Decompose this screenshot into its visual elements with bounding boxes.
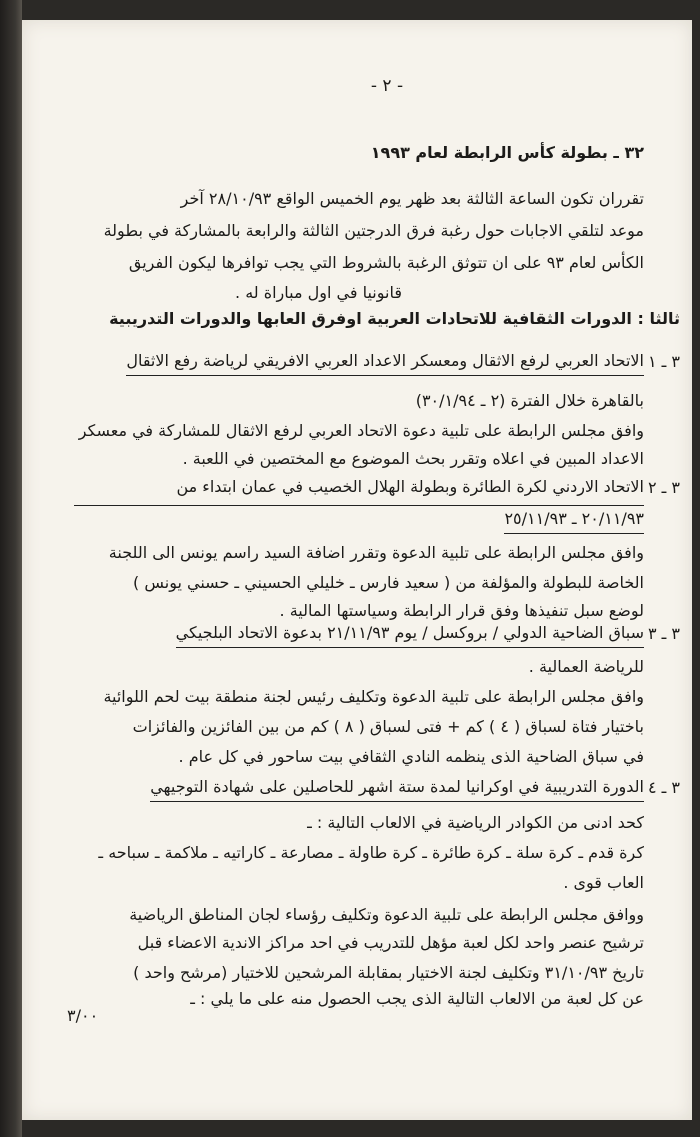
item-number: ٣ ـ ٤ xyxy=(647,778,680,797)
body-line: وافق مجلس الرابطة على تلبية دعوة الاتحاد العربي لرفع الاثقال للمشاركة في معسكر xyxy=(78,421,644,440)
body-line: موعد لتلقي الاجابات حول رغبة فرق الدرجتين الثالثة والرابعة بالمشاركة في بطولة xyxy=(103,221,644,240)
sports-list-line: كرة قدم ـ كرة سلة ـ كرة طائرة ـ كرة طاولة ـ مصارعة ـ كاراتيه ـ ملاكمة ـ سباحه ـ xyxy=(98,843,644,862)
body-line: وافق مجلس الرابطة على تلبية الدعوة وتقرر اضافة السيد راسم يونس الى اللجنة xyxy=(108,543,644,562)
part-three-heading: ثالثا : الدورات الثقافية للاتحادات العربية اوفرق العابها والدورات التدريبية xyxy=(109,309,680,328)
item-number: ٣ ـ ٣ xyxy=(647,624,680,643)
body-line: تقرران تكون الساعة الثالثة بعد ظهر يوم الخميس الواقع ٢٨/١٠/٩٣ آخر xyxy=(180,189,644,208)
scan-edge xyxy=(0,0,22,1137)
body-line: تاريخ ٣١/١٠/٩٣ وتكليف لجنة الاختيار بمقابلة المرشحين للاختيار (مرشح واحد ) xyxy=(133,963,644,982)
body-line: الخاصة للبطولة والمؤلفة من ( سعيد فارس ـ خليلي الحسيني ـ حسني يونس ) xyxy=(133,573,644,592)
body-line: وافق مجلس الرابطة على تلبية الدعوة وتكليف رئيس لجنة منطقة بيت لحم اللوائية xyxy=(103,687,644,706)
section-title: ٣٢ ـ بطولة كأس الرابطة لعام ١٩٩٣ xyxy=(370,143,644,162)
body-line: باختيار فتاة لسباق ( ٤ ) كم + فتى لسباق ( ٨ ) كم من بين الفائزين والفائزات xyxy=(132,717,644,736)
item-number: ٣ ـ ٢ xyxy=(647,478,680,497)
body-line: الاعداد المبين في اعلاه وتقرر بحث الموضوع مع المختصين في اللعبة . xyxy=(182,449,644,468)
sports-list-line: العاب قوى . xyxy=(563,873,644,892)
item-title: سباق الضاحية الدولي / بروكسل / يوم ٢١/١١/٩٣ بدعوة الاتحاد البلجيكي xyxy=(176,622,644,648)
body-line: كحد ادنى من الكوادر الرياضية في الالعاب التالية : ـ xyxy=(307,813,644,832)
page-number: - ٢ - xyxy=(370,76,404,96)
item-dates: ٢٠/١١/٩٣ ـ ٢٥/١١/٩٣ xyxy=(504,508,644,534)
body-line: ووافق مجلس الرابطة على تلبية الدعوة وتكليف رؤساء لجان المناطق الرياضية xyxy=(129,905,644,924)
body-line: في سباق الضاحية الذى ينظمه النادي الثقافي بيت ساحور في كل عام . xyxy=(178,747,644,766)
body-line: قانونيا في اول مباراة له . xyxy=(235,283,402,302)
body-line: لوضع سبل تنفيذها وفق قرار الرابطة وسياستها المالية . xyxy=(279,601,644,620)
item-title: الاتحاد الاردني لكرة الطائرة وبطولة الهلال الخصيب في عمان ابتداء من xyxy=(176,477,644,496)
continuation-marker: ٣/٠٠ xyxy=(67,1006,99,1025)
item-number: ٣ ـ ١ xyxy=(647,352,680,371)
body-line: بالقاهرة خلال الفترة (٢ ـ ٣٠/١/٩٤) xyxy=(415,391,644,410)
item-title: الاتحاد العربي لرفع الاثقال ومعسكر الاعداد العربي الافريقي لرياضة رفع الاثقال xyxy=(126,350,644,376)
body-line: ترشيح عنصر واحد لكل لعبة مؤهل للتدريب في احد مراكز الاندية الاعضاء قبل xyxy=(137,933,644,952)
document-page xyxy=(22,20,692,1120)
body-line: للرياضة العمالية . xyxy=(528,657,644,676)
underline-rule xyxy=(74,504,644,506)
body-line: عن كل لعبة من الالعاب التالية الذى يجب الحصول منه على ما يلي : ـ xyxy=(190,989,644,1008)
item-title: الدورة التدريبية في اوكرانيا لمدة ستة اشهر للحاصلين على شهادة التوجيهي xyxy=(150,776,644,802)
body-line: الكأس لعام ٩٣ على ان تتوثق الرغبة بالشروط التي يجب توافرها ليكون الفريق xyxy=(128,253,644,272)
